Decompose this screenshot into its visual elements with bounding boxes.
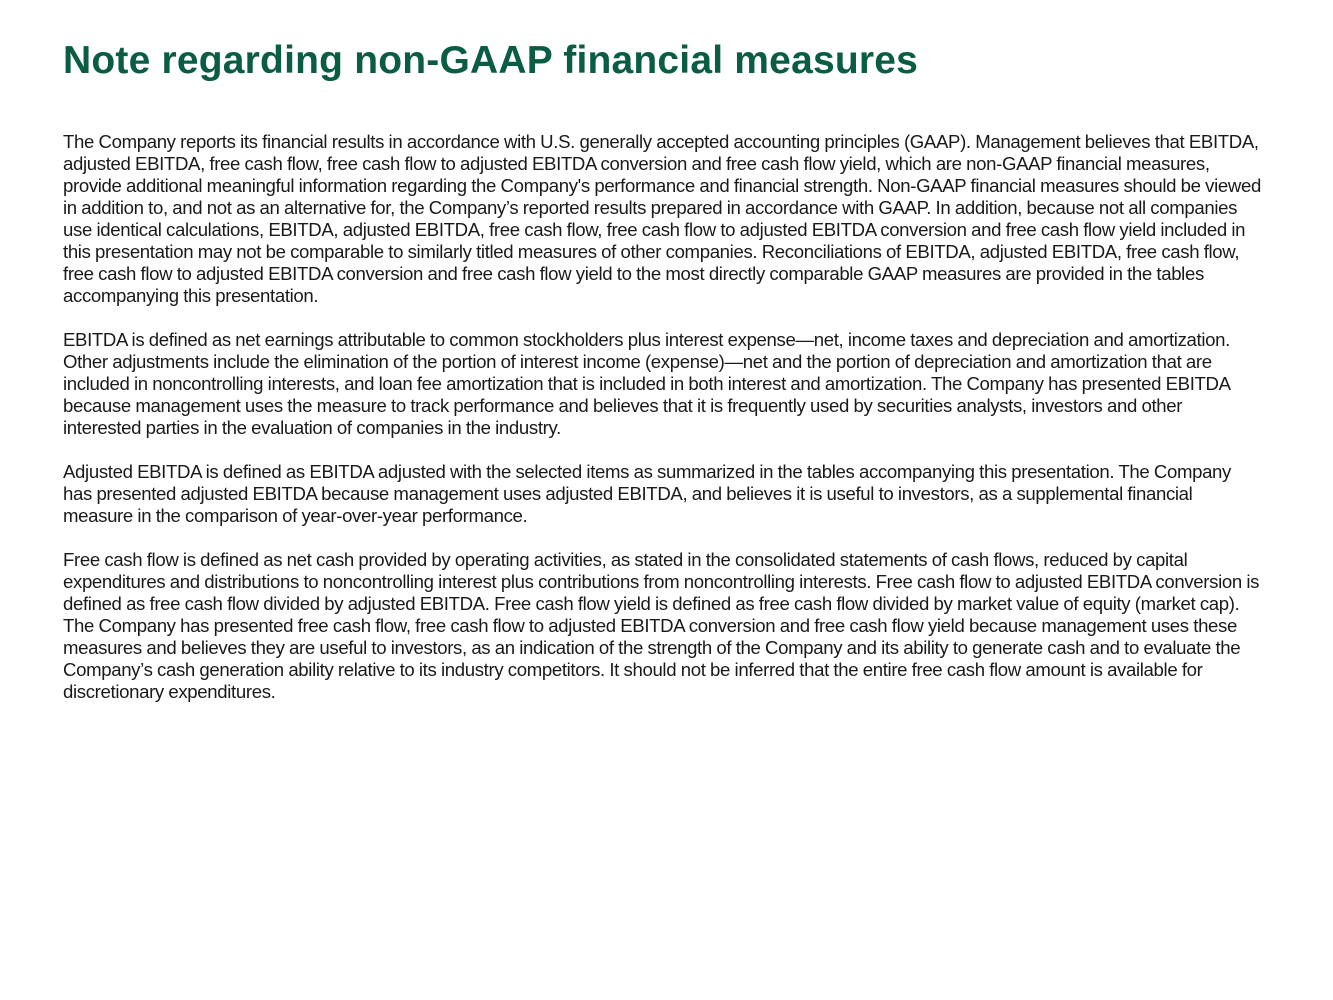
paragraph-ebitda-definition: EBITDA is defined as net earnings attributable to common stockholders plus interest expense—net, income taxes and depreciation and amortization. Other adjustments include the elimination of the portion of interest income (expense)—net and the portion of depreciation and amortization that are included in noncontrolling interests, and loan fee amortization that is included in both interest and amortization. The Company has presented EBITDA because management uses the measure to track performance and believes that it is frequently used by securities analysts, investors and other interested parties in the evaluation of companies in the industry. xyxy=(63,329,1230,438)
body-text xyxy=(63,131,1263,725)
paragraph-free-cash-flow-definition: Free cash flow is defined as net cash provided by operating activities, as stated in the consolidated statements of cash flows, reduced by capital expenditures and distributions to noncontrolling interest plus contributions from noncontrolling interests. Free cash flow to adjusted EBITDA conversion is defined as free cash flow divided by adjusted EBITDA. Free cash flow yield is defined as free cash flow divided by market value of equity (market cap). The Company has presented free cash flow, free cash flow to adjusted EBITDA conversion and free cash flow yield because management uses these measures and believes they are useful to investors, as an indication of the strength of the Company and its ability to generate cash and to evaluate the Company’s cash generation ability relative to its industry competitors. It should not be inferred that the entire free cash flow amount is available for discretionary expenditures. xyxy=(63,549,1260,702)
paragraph-adjusted-ebitda-definition: Adjusted EBITDA is defined as EBITDA adjusted with the selected items as summarized in the tables accompanying this presentation. The Company has presented adjusted EBITDA because management uses adjusted EBITDA, and believes it is useful to investors, as a supplemental financial measure in the comparison of year-over-year performance. xyxy=(63,461,1231,526)
paragraph-gaap-overview: The Company reports its financial results in accordance with U.S. generally accepted accounting principles (GAAP). Management believes that EBITDA, adjusted EBITDA, free cash flow, free cash flow to adjusted EBITDA conversion and free cash flow yield, which are non-GAAP financial measures, provide additional meaningful information regarding the Company's performance and financial strength. Non-GAAP financial measures should be viewed in addition to, and not as an alternative for, the Company’s reported results prepared in accordance with GAAP. In addition, because not all companies use identical calculations, EBITDA, adjusted EBITDA, free cash flow, free cash flow to adjusted EBITDA conversion and free cash flow yield included in this presentation may not be comparable to similarly titled measures of other companies. Reconciliations of EBITDA, adjusted EBITDA, free cash flow, free cash flow to adjusted EBITDA conversion and free cash flow yield to the most directly comparable GAAP measures are provided in the tables accompanying this presentation. xyxy=(63,131,1261,306)
page-title: Note regarding non-GAAP financial measures xyxy=(63,39,919,82)
